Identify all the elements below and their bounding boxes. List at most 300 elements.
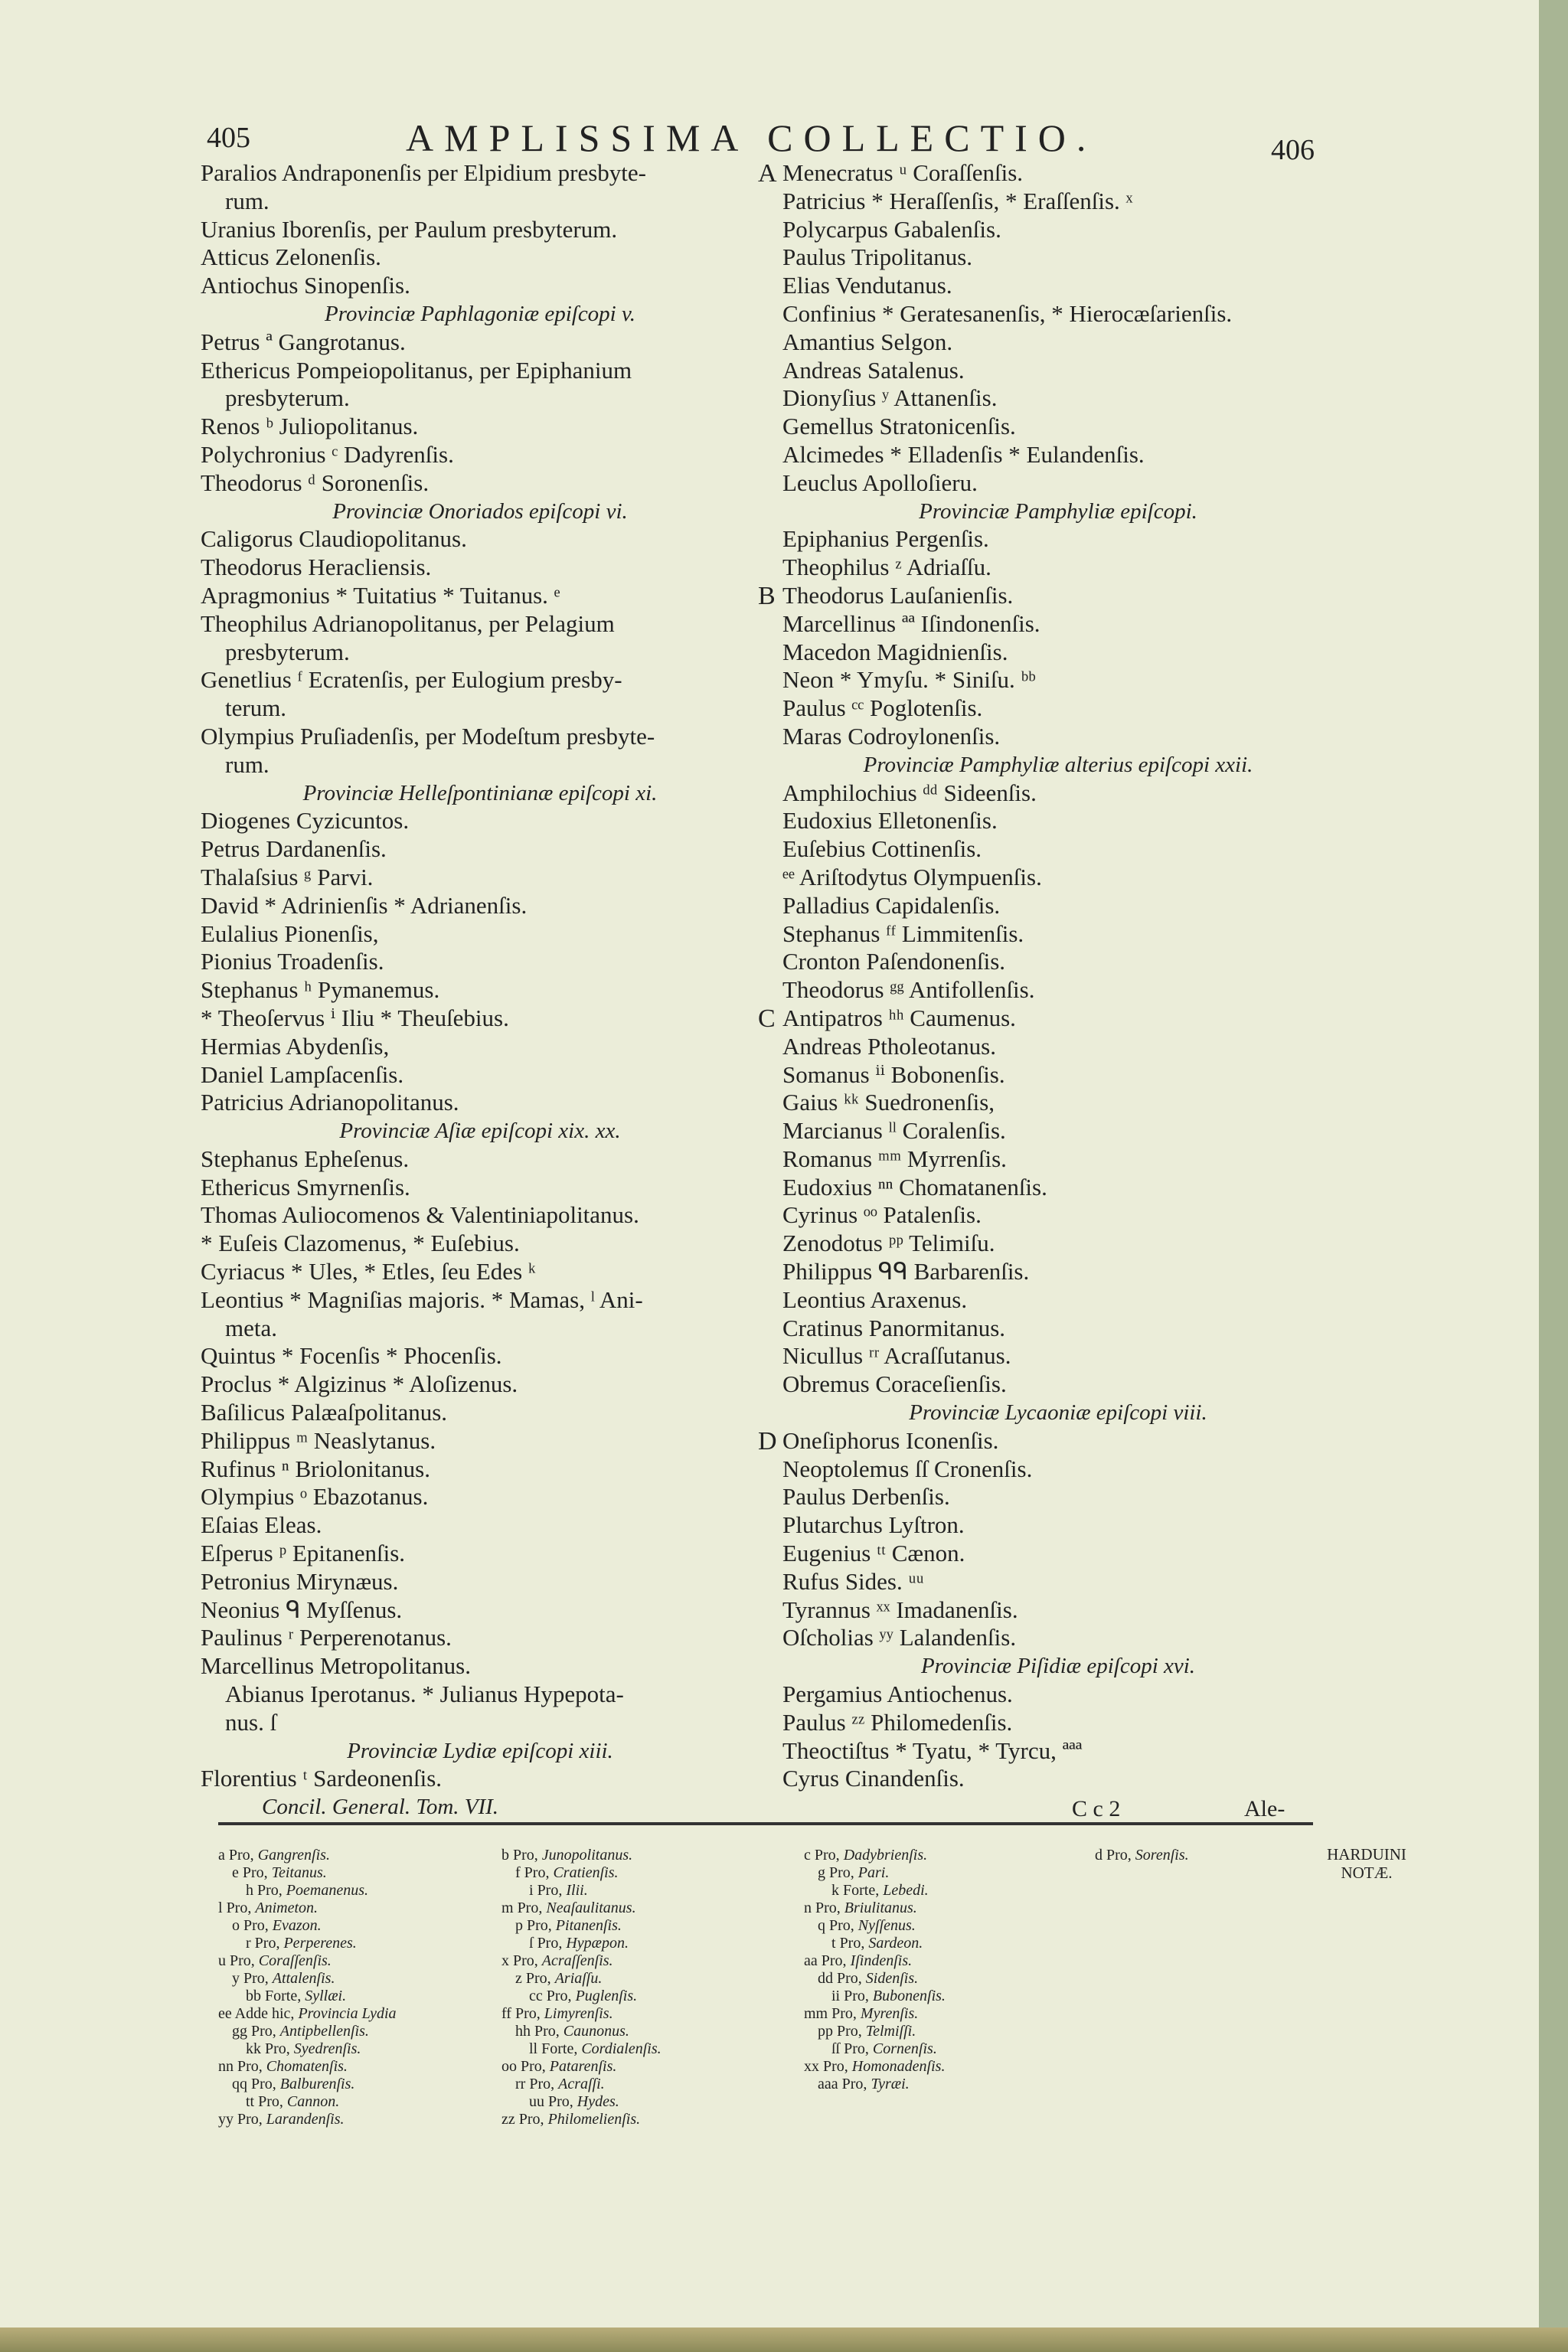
text-line: nus. ſ	[225, 1708, 277, 1736]
text-line: Diogenes Cyzicuntos.	[201, 807, 410, 835]
footnote-word: Pro,	[251, 2076, 276, 2092]
footnote-word: Pro,	[839, 1935, 865, 1952]
text-line: Antipatros ʰʰ Caumenus.	[782, 1004, 1016, 1031]
footnote-mark: oo	[501, 2058, 517, 2075]
text-line: Confinius * Geratesanenſis, * Hierocæſarienſis.	[782, 299, 1233, 327]
footnote-variant: Lebedi.	[883, 1882, 929, 1899]
text-line: Paulus Derbenſis.	[782, 1483, 950, 1511]
footnote-word: Pro,	[829, 1917, 854, 1934]
side-note-line: HARDUINI	[1327, 1845, 1406, 1864]
footnote	[529, 1882, 588, 1900]
footnote-word: Pro,	[831, 2005, 857, 2022]
text-line: Eudoxius Elletonenſis.	[782, 807, 998, 835]
text-line: Genetlius ᶠ Ecratenſis, per Eulogium presby-	[201, 666, 622, 694]
footnote-word: Pro,	[841, 2076, 867, 2092]
footnote-mark: ſſ	[831, 2040, 841, 2057]
footnote-mark: n	[804, 1900, 812, 1916]
footnote	[515, 2023, 629, 2040]
text-line: Hermias Abydenſis,	[201, 1032, 390, 1060]
left-text-column	[201, 159, 760, 1821]
footnote-variant: Balburenſis.	[279, 2076, 355, 2092]
footnote-mark: g	[818, 1864, 825, 1881]
footnote-word: Pro,	[524, 1864, 550, 1881]
text-line: Daniel Lampſacenſis.	[201, 1060, 404, 1088]
section-heading: Provinciæ Lydiæ epiſcopi xiii.	[347, 1738, 613, 1763]
footnote-mark: h	[246, 1882, 253, 1899]
footnote	[246, 1988, 346, 2005]
text-line: Ethericus Smyrnenſis.	[201, 1173, 410, 1200]
text-line: Concil. General. Tom. VII.	[262, 1795, 499, 1820]
text-line: Petronius Mirynæus.	[201, 1567, 399, 1595]
text-line: Theoctiſtus * Tyatu, * Tyrcu, ªªª	[782, 1736, 1083, 1764]
footnote	[831, 1988, 946, 2005]
footnote-variant: Ilii.	[566, 1882, 588, 1899]
footnote-mark: yy	[218, 2111, 234, 2128]
text-line: Dionyſius ʸ Attanenſis.	[782, 384, 998, 412]
footnote-mark: ll	[529, 2040, 538, 2057]
text-line: rum.	[225, 187, 270, 214]
text-line: Gemellus Stratonicenſis.	[782, 413, 1016, 440]
footnote-word: Pro,	[837, 1970, 862, 1987]
section-heading: Provinciæ Paphlagoniæ epiſcopi v.	[325, 301, 635, 326]
text-line: Pionius Troadenſis.	[201, 948, 384, 975]
footnote	[501, 2111, 640, 2128]
text-line: Petrus ª Gangrotanus.	[201, 328, 406, 355]
text-line: Oſcholias ʸʸ Lalandenſis.	[782, 1624, 1017, 1651]
footnote	[515, 1970, 602, 1988]
text-line: Cyrus Cinandenſis.	[782, 1765, 965, 1792]
text-line: Patricius Adrianopolitanus.	[201, 1089, 459, 1116]
footnote-mark: q	[818, 1917, 825, 1934]
text-line: Eugenius ᵗᵗ Cænon.	[782, 1540, 965, 1567]
text-line: Menecratus ᵘ Coraſſenſis.	[782, 159, 1024, 186]
footnote-mark: t	[831, 1935, 836, 1952]
footnote-mark: aaa	[818, 2076, 838, 2092]
footnote-mark: rr	[515, 2076, 526, 2092]
footnote	[232, 1917, 322, 1935]
footnote-variant: Sardeon.	[868, 1935, 923, 1952]
text-line: Tyrannus ˣˣ Imadanenſis.	[782, 1596, 1018, 1623]
footnote	[804, 2005, 918, 2023]
text-line: meta.	[225, 1314, 277, 1341]
footnote-word: Pro,	[265, 2040, 290, 2057]
footnote-variant: Evazon.	[272, 1917, 322, 1934]
footnote-mark: z	[515, 1970, 522, 1987]
footnote-variant: Attalenſis.	[272, 1970, 335, 1987]
footnote-word: Pro,	[517, 1900, 543, 1916]
text-line: Amphilochius ᵈᵈ Sideenſis.	[782, 779, 1037, 806]
text-line: Caligorus Claudiopolitanus.	[201, 525, 467, 553]
footnote-mark: u	[218, 1952, 226, 1969]
footnote	[529, 1988, 637, 2005]
text-line: Paulus ᶜᶜ Poglotenſis.	[782, 694, 983, 722]
text-line: Stephanus ʰ Pymanemus.	[201, 976, 440, 1004]
footnote-word: Pro,	[226, 1900, 252, 1916]
text-line: Andreas Ptholeotanus.	[782, 1032, 996, 1060]
text-line: Eſperus ᵖ Epitanenſis.	[201, 1540, 406, 1567]
text-line: Palladius Capidalenſis.	[782, 891, 1001, 919]
text-line: presbyterum.	[225, 638, 350, 665]
text-line: ᵉᵉ Ariſtodytus Olympuenſis.	[782, 863, 1042, 890]
section-heading: Provinciæ Aſiæ epiſcopi xix. xx.	[339, 1119, 621, 1144]
footnote-word: Pro,	[814, 1847, 840, 1864]
footnote-mark: c	[804, 1847, 811, 1864]
text-line: Epiphanius Pergenſis.	[782, 525, 989, 553]
footnote-variant: Syllæi.	[305, 1988, 347, 2004]
text-line: Theodorus ᵍᵍ Antifollenſis.	[782, 976, 1035, 1004]
footnote-word: Pro,	[243, 1917, 269, 1934]
text-line: * Theoſervus ⁱ Iliu * Theuſebius.	[201, 1004, 509, 1031]
text-line: Rufus Sides. ᵘᵘ	[782, 1567, 924, 1595]
footnote-word: Adde hic,	[234, 2005, 295, 2022]
footnote-mark: i	[529, 1882, 534, 1899]
text-line: Marcianus ˡˡ Coralenſis.	[782, 1117, 1006, 1145]
footnote	[818, 1970, 918, 1988]
text-line: Gaius ᵏᵏ Suedronenſis,	[782, 1089, 995, 1116]
text-line: Oneſiphorus Iconenſis.	[782, 1426, 999, 1454]
footnote-word: Pro,	[243, 1970, 269, 1987]
margin-letter-a: A	[758, 159, 777, 188]
footnote-word: Pro,	[242, 1864, 268, 1881]
footnote-word: Pro,	[815, 1900, 841, 1916]
footnote-variant: Dadybrienſis.	[843, 1847, 928, 1864]
footnote-variant: Hypæpon.	[566, 1935, 629, 1952]
footnote-word: Pro,	[527, 1917, 552, 1934]
text-line: Neoptolemus ſſ Cronenſis.	[782, 1455, 1033, 1482]
footnote	[232, 2023, 369, 2040]
footnote	[501, 1847, 632, 1864]
footnote	[529, 2093, 619, 2111]
footnote-mark: cc	[529, 1988, 543, 2004]
text-line: Ethericus Pompeiopolitanus, per Epiphanium	[201, 356, 632, 384]
footnote-mark: ee	[218, 2005, 232, 2022]
footnote-mark: xx	[804, 2058, 819, 2075]
footnote-mark: o	[232, 1917, 240, 1934]
text-line: Cyriacus * Ules, * Etles, ſeu Edes ᵏ	[201, 1258, 536, 1285]
footnote-variant: Animeton.	[255, 1900, 318, 1916]
footnote-variant: Poemanenus.	[286, 1882, 368, 1899]
footnote-word: Pro,	[513, 1952, 538, 1969]
footnote-mark: qq	[232, 2076, 247, 2092]
signature-mark: C c 2	[1072, 1796, 1121, 1821]
footnote-mark: kk	[246, 2040, 261, 2057]
section-heading: Provinciæ Helleſpontinianæ epiſcopi xi.	[302, 780, 658, 805]
page-edge	[1539, 0, 1568, 2328]
footnote-variant: Sidenſis.	[865, 1970, 919, 1987]
footnote	[818, 2076, 910, 2093]
text-line: Macedon Magidnienſis.	[782, 638, 1008, 665]
text-line: Paulus Tripolitanus.	[782, 243, 973, 271]
text-line: Marcellinus Metropolitanus.	[201, 1652, 471, 1680]
text-line: Theodorus Heracliensis.	[201, 554, 432, 581]
footnote-word: Pro,	[254, 1935, 280, 1952]
footnote-mark: l	[218, 1900, 223, 1916]
footnote-variant: Patarenſis.	[549, 2058, 617, 2075]
footnote	[515, 2076, 605, 2093]
footnote-variant: Acraſſi.	[558, 2076, 605, 2092]
section-heading: Provinciæ Piſidiæ epiſcopi xvi.	[920, 1654, 1196, 1679]
footnote-mark: m	[501, 1900, 514, 1916]
text-line: Eudoxius ⁿⁿ Chomatanenſis.	[782, 1173, 1047, 1200]
footnote-variant: Cornenſis.	[872, 2040, 937, 2057]
footnote	[218, 2058, 348, 2076]
footnote-variant: Iſindenſis.	[850, 1952, 913, 1969]
footnote-mark: f	[515, 1864, 521, 1881]
footnote-word: Pro,	[513, 1847, 538, 1864]
footnote-variant: Telmiſſi.	[865, 2023, 916, 2040]
text-line: David * Adrinienſis * Adrianenſis.	[201, 891, 528, 919]
text-line: Cronton Paſendonenſis.	[782, 948, 1006, 975]
text-line: Somanus ⁱⁱ Bobonenſis.	[782, 1060, 1005, 1088]
footnote	[804, 1900, 917, 1917]
footnote-variant: Myrenſis.	[860, 2005, 919, 2022]
footnote-word: Pro,	[534, 2023, 560, 2040]
text-line: Paulus ᶻᶻ Philomedenſis.	[782, 1708, 1013, 1736]
footnote	[232, 1970, 335, 1988]
text-line: Stephanus Epheſenus.	[201, 1145, 410, 1172]
text-line: Rufinus ⁿ Briolonitanus.	[201, 1455, 430, 1482]
text-line: Paulinus ʳ Perperenotanus.	[201, 1624, 452, 1651]
footnote-mark: d	[1095, 1847, 1102, 1864]
footnote-word: Pro,	[514, 2005, 541, 2022]
footnote-variant: Chomatenſis.	[266, 2058, 348, 2075]
text-line: Leuclus Apolloſieru.	[782, 469, 978, 496]
footnote-variant: Sorenſis.	[1135, 1847, 1189, 1864]
footnote	[831, 2040, 937, 2058]
text-line: Andreas Satalenus.	[782, 356, 965, 384]
footnote-variant: Provincia Lydia	[298, 2005, 397, 2022]
section-heading: Provinciæ Pamphyliæ epiſcopi.	[919, 498, 1197, 524]
footnote-variant: Bubonenſis.	[872, 1988, 946, 2004]
footnote-variant: Hydes.	[577, 2093, 619, 2110]
footnote	[246, 1882, 368, 1900]
footnote-word: Pro,	[529, 2076, 555, 2092]
text-line: Proclus * Algizinus * Aloſizenus.	[201, 1370, 518, 1398]
text-line: Romanus ᵐᵐ Myrrenſis.	[782, 1145, 1007, 1172]
text-line: Theophilus ᶻ Adriaſſu.	[782, 554, 991, 581]
footnote	[218, 1952, 332, 1970]
section-heading: Provinciæ Onoriados epiſcopi vi.	[332, 498, 628, 524]
text-line: Philippus ᵐ Neaslytanus.	[201, 1426, 436, 1454]
footnote	[515, 1864, 618, 1882]
text-line: Pergamius Antiochenus.	[782, 1681, 1013, 1708]
footnote-variant: Junopolitanus.	[541, 1847, 633, 1864]
footnote-variant: Ariaſſu.	[554, 1970, 603, 1987]
side-note-line: NOTÆ.	[1341, 1864, 1393, 1882]
footnote	[218, 1847, 330, 1864]
text-line: Theodorus Lauſanienſis.	[782, 581, 1014, 609]
text-line: Thalaſsius ᵍ Parvi.	[201, 863, 374, 890]
footnote	[804, 1952, 912, 1970]
footnote-variant: Syedrenſis.	[293, 2040, 361, 2057]
text-line: Nicullus ʳʳ Acraſſutanus.	[782, 1342, 1011, 1370]
footnote-word: Pro,	[829, 1864, 854, 1881]
margin-letter-c: C	[758, 1004, 776, 1033]
footnote	[218, 2005, 397, 2023]
footnote-word: Pro,	[821, 1952, 847, 1969]
footnote	[501, 2005, 613, 2023]
footnote-word: Pro,	[237, 2058, 263, 2075]
running-title: AMPLISSIMA COLLECTIO.	[406, 116, 1097, 159]
text-line: Olympius Pruſiadenſis, per Modeſtum presbyte-	[201, 722, 655, 750]
footnote-variant: Teitanus.	[271, 1864, 327, 1881]
footnote-mark: mm	[804, 2005, 828, 2022]
footnote	[831, 1935, 923, 1952]
footnote-word: Pro,	[1106, 1847, 1132, 1864]
footnote-variant: Philomelienſis.	[547, 2111, 641, 2128]
footnote-mark: hh	[515, 2023, 531, 2040]
page-number-right: 406	[1271, 134, 1315, 166]
footnote	[818, 1864, 889, 1882]
footnote-mark: ii	[831, 1988, 841, 2004]
footnote-variant: Tyræi.	[871, 2076, 910, 2092]
footnote-variant: Antipbellenſis.	[279, 2023, 369, 2040]
footnote-word: Pro,	[258, 2093, 283, 2110]
page-number-left: 405	[207, 122, 250, 154]
text-line: Leontius Araxenus.	[782, 1285, 968, 1313]
footnote-mark: a	[218, 1847, 225, 1864]
footnote-word: Pro,	[257, 1882, 283, 1899]
footnote-word: Pro,	[823, 2058, 848, 2075]
text-line: Patricius * Heraſſenſis, * Eraſſenſis. ˣ	[782, 187, 1133, 214]
footnote	[246, 1935, 357, 1952]
footnote-word: Pro,	[537, 1935, 563, 1952]
text-line: Florentius ᵗ Sardeonenſis.	[201, 1765, 443, 1792]
text-line: Antiochus Sinopenſis.	[201, 272, 410, 299]
text-line: rum.	[225, 750, 270, 778]
footnote	[246, 2093, 339, 2111]
text-line: Thomas Auliocomenos & Valentiniapolitanus.	[201, 1201, 639, 1229]
footnote-word: Pro,	[251, 2023, 276, 2040]
footnote-mark: pp	[818, 2023, 833, 2040]
text-line: Quintus * Focenſis * Phocenſis.	[201, 1342, 502, 1370]
footnote-variant: Acraſſenſis.	[541, 1952, 613, 1969]
text-line: Cyrinus ᵒᵒ Patalenſis.	[782, 1201, 982, 1229]
footnote-word: Pro,	[518, 2111, 544, 2128]
text-line: Neonius ᑫ Myſſenus.	[201, 1596, 403, 1623]
footnote-mark: b	[501, 1847, 509, 1864]
footnote-variant: Cratienſis.	[553, 1864, 619, 1881]
footnote-mark: ſ	[529, 1935, 534, 1952]
text-line: Theodorus ᵈ Soronenſis.	[201, 469, 430, 496]
text-line: Euſebius Cottinenſis.	[782, 835, 982, 863]
margin-letter-b: B	[758, 582, 776, 610]
footnote	[818, 1917, 916, 1935]
text-line: terum.	[225, 694, 287, 722]
footnote-word: Pro,	[548, 2093, 573, 2110]
text-line: Leontius * Magniſias majoris. * Mamas, ˡ Ani-	[201, 1285, 643, 1313]
footnote-word: Pro,	[546, 1988, 572, 2004]
footnote-variant: Larandenſis.	[266, 2111, 345, 2128]
footnote	[529, 2040, 662, 2058]
text-line: Maras Codroylonenſis.	[782, 722, 1001, 750]
text-line: Paralios Andraponenſis per Elpidium presbyte-	[201, 159, 646, 186]
footnote	[218, 1900, 318, 1917]
footnote-mark: gg	[232, 2023, 247, 2040]
footnote-variant: Caunonus.	[563, 2023, 629, 2040]
footnote-word: Pro,	[525, 1970, 551, 1987]
footnote-mark: ff	[501, 2005, 511, 2022]
text-line: Stephanus ᶠᶠ Limmitenſis.	[782, 920, 1024, 947]
text-line: Petrus Dardanenſis.	[201, 835, 387, 863]
text-line: Polycarpus Gabalenſis.	[782, 215, 1001, 243]
footnote-variant: Briulitanus.	[844, 1900, 917, 1916]
footnote-variant: Puglenſis.	[575, 1988, 638, 2004]
catchword: Ale-	[1244, 1796, 1285, 1821]
text-line: Alcimedes * Elladenſis * Eulandenſis.	[782, 440, 1145, 468]
text-line: Renos ᵇ Juliopolitanus.	[201, 413, 419, 440]
footnote	[501, 1900, 636, 1917]
footnote-mark: nn	[218, 2058, 234, 2075]
footnote	[246, 2040, 361, 2058]
footnote-mark: bb	[246, 1988, 261, 2004]
footnote-variant: Gangrenſis.	[257, 1847, 330, 1864]
footnote-mark: k	[831, 1882, 839, 1899]
footnote-variant: Limyrenſis.	[544, 2005, 613, 2022]
footnote	[218, 2111, 344, 2128]
footnote	[831, 1882, 929, 1900]
text-line: Baſilicus Palæaſpolitanus.	[201, 1399, 448, 1426]
footnote-mark: x	[501, 1952, 509, 1969]
text-line: Theophilus Adrianopolitanus, per Pelagium	[201, 609, 615, 637]
text-line: Olympius ᵒ Ebazotanus.	[201, 1483, 429, 1511]
text-line: Marcellinus ªª Iſindonenſis.	[782, 609, 1040, 637]
text-line: Elias Vendutanus.	[782, 272, 952, 299]
footnote	[804, 1847, 927, 1864]
footnote-variant: Pari.	[858, 1864, 890, 1881]
footnote-variant: Neaſaulitanus.	[546, 1900, 636, 1916]
footnote-mark: tt	[246, 2093, 255, 2110]
page-bottom-edge	[0, 2328, 1568, 2352]
footnote-word: Pro,	[230, 1952, 255, 1969]
text-line: Uranius Iborenſis, per Paulum presbyterum.	[201, 215, 618, 243]
footnote-mark: y	[232, 1970, 240, 1987]
footnote-mark: uu	[529, 2093, 544, 2110]
text-line: Apragmonius * Tuitatius * Tuitanus. ᵉ	[201, 581, 560, 609]
footnote-mark: aa	[804, 1952, 818, 1969]
text-line: Polychronius ᶜ Dadyrenſis.	[201, 440, 454, 468]
footnote	[515, 1917, 622, 1935]
footnote-word: Pro,	[228, 1847, 254, 1864]
text-line: Atticus Zelonenſis.	[201, 243, 381, 271]
text-line: Abianus Iperotanus. * Julianus Hypepota-	[225, 1681, 624, 1708]
text-line: presbyterum.	[225, 384, 350, 412]
footnote-word: Pro,	[844, 2040, 869, 2057]
text-line: Plutarchus Lyſtron.	[782, 1511, 965, 1539]
footnote	[804, 2058, 945, 2076]
footnote-mark: p	[515, 1917, 523, 1934]
footnote	[1095, 1847, 1189, 1864]
footnote-variant: Homonadenſis.	[851, 2058, 946, 2075]
footnote-word: Pro,	[521, 2058, 546, 2075]
footnote	[232, 2076, 354, 2093]
footnote-variant: Perperenes.	[283, 1935, 357, 1952]
footnote-word: Pro,	[537, 1882, 563, 1899]
text-line: Eulalius Pionenſis,	[201, 920, 379, 947]
footnote	[232, 1864, 327, 1882]
footnote-word: Pro,	[237, 2111, 263, 2128]
section-heading: Provinciæ Lycaoniæ epiſcopi viii.	[909, 1400, 1207, 1426]
footnote	[501, 1952, 613, 1970]
text-line: Eſaias Eleas.	[201, 1511, 322, 1539]
text-line: Cratinus Panormitanus.	[782, 1314, 1006, 1341]
text-line: * Euſeis Clazomenus, * Euſebius.	[201, 1230, 520, 1257]
text-line: Obremus Coraceſienſis.	[782, 1370, 1007, 1398]
footnote-mark: dd	[818, 1970, 833, 1987]
footnote-word: Pro,	[837, 2023, 862, 2040]
side-note	[1325, 1845, 1409, 1882]
footnote	[501, 2058, 616, 2076]
